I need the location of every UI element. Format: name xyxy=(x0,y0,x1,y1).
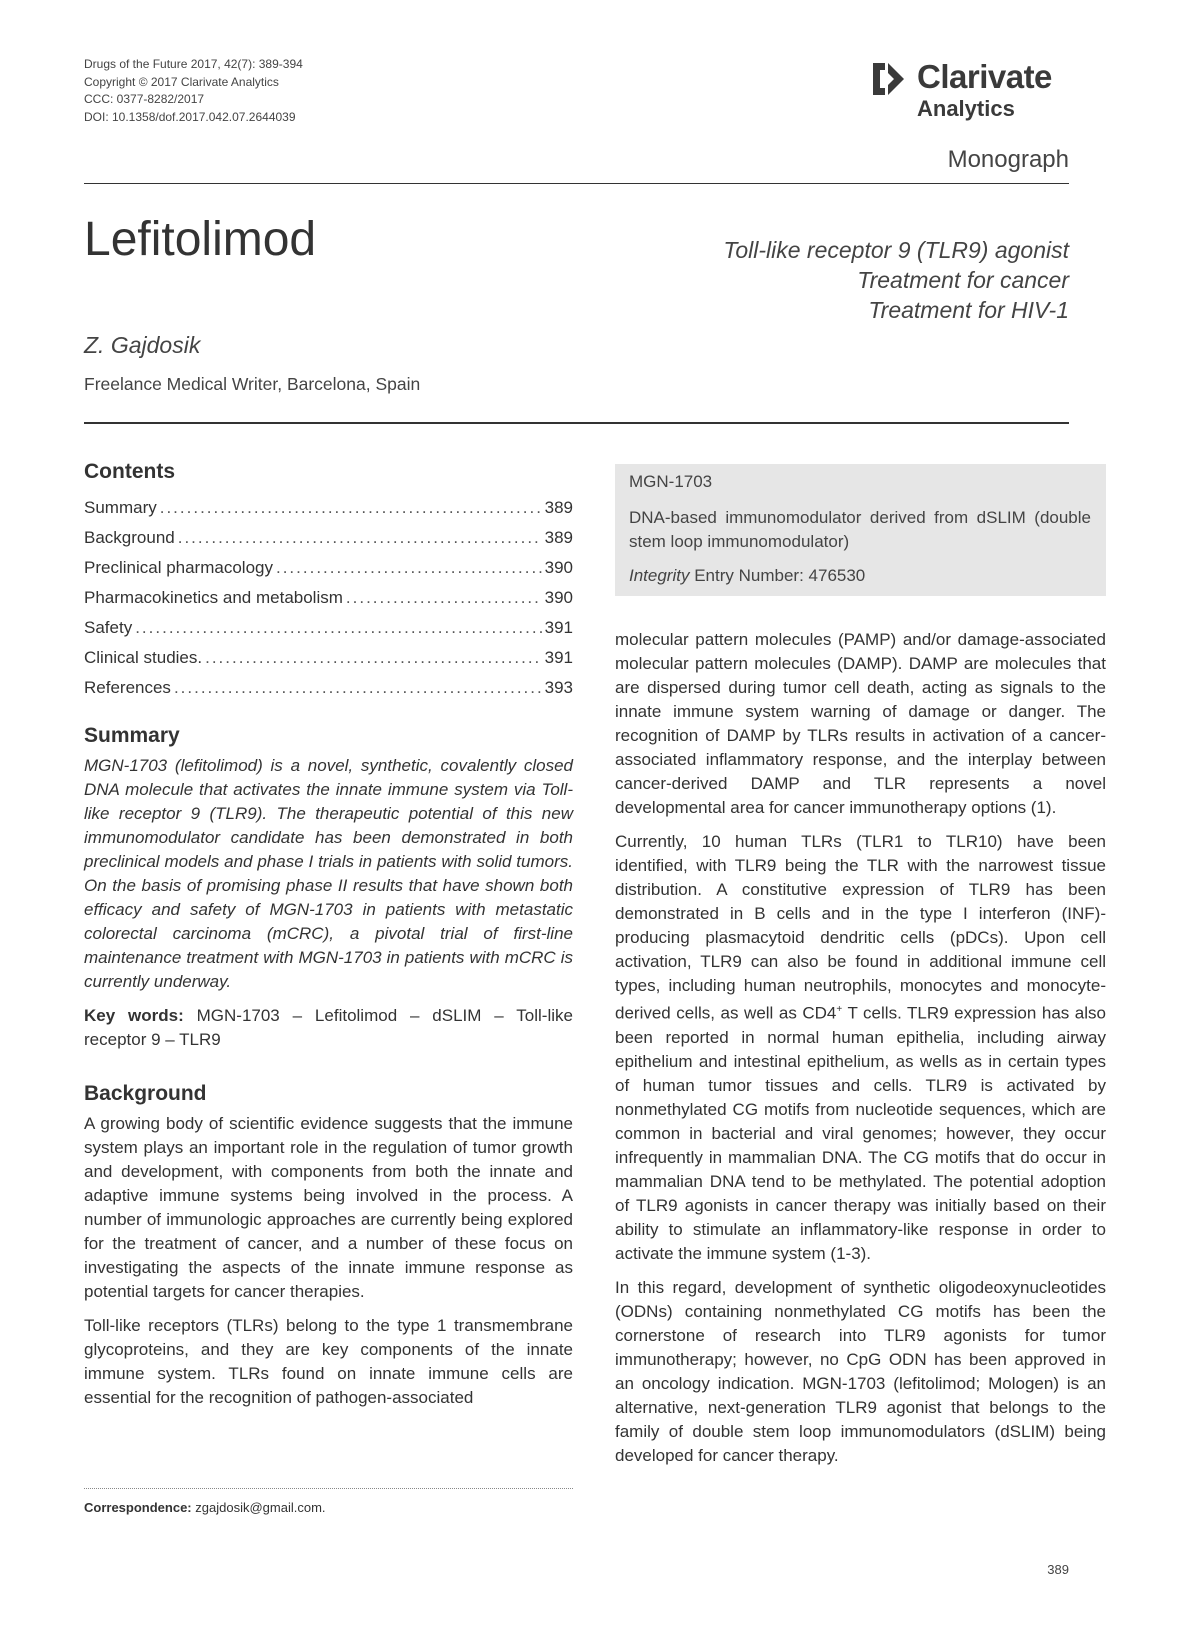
toc-item[interactable]: References ..... 393 xyxy=(84,678,573,708)
header-divider xyxy=(84,183,1069,184)
author-affiliation: Freelance Medical Writer, Barcelona, Spain xyxy=(84,374,421,394)
footnote-divider xyxy=(84,1488,573,1489)
background-heading: Background xyxy=(84,1082,207,1105)
subtitle-line: Toll-like receptor 9 (TLR9) agonist xyxy=(723,237,1069,263)
citation-block xyxy=(84,56,303,126)
page-number: 389 xyxy=(1047,1562,1069,1577)
doi-line: DOI: 10.1358/dof.2017.042.07.2644039 xyxy=(84,109,296,124)
logo-text-clarivate: Clarivate xyxy=(917,58,1052,95)
correspondence-label: Correspondence: xyxy=(84,1500,192,1515)
toc-item[interactable]: Summary ..... 389 xyxy=(84,498,573,528)
correspondence xyxy=(84,1500,326,1515)
toc-item[interactable]: Background ..... 389 xyxy=(84,528,573,558)
body-paragraph: Currently, 10 human TLRs (TLR1 to TLR10) have been identified, with TLR9 being the TLR with the narrowest tissue distribution. A constitutive expression of TLR9 has been demonstrated in B cells and in the type I interferon (INF)-producing plasmacytoid dendritic cells (pDCs). Upon cell activation, TLR9 can also be found in additional immune cell types, including human neutrophils, monocytes and monocyte-derived cells, as well as CD4+ T cells. TLR9 expression has also been reported in normal human epithelia, including airway epithelium and intestinal epithelium, as wells as in certain types of human tumor tissues and cells. TLR9 is activated by nonmethylated CG motifs from nucleotide sequences, which are common in bacterial and viral genomes; however, they occur infrequently in mammalian DNA. The CG motifs that do occur in mammalian DNA tend to be methylated. The potential adoption of TLR9 agonists in cancer therapy was initially based on their ability to stimulate an inflammatory-like response in order to activate the immune system (1-3). xyxy=(615,832,1106,1263)
subtitle-line: Treatment for HIV-1 xyxy=(868,297,1069,323)
toc-item[interactable]: Clinical studies. ..... 391 xyxy=(84,648,573,678)
toc-item[interactable]: Preclinical pharmacology ..... 390 xyxy=(84,558,573,588)
title-divider xyxy=(84,422,1069,424)
entry-number: Entry Number: 476530 xyxy=(694,566,866,585)
compound-code: MGN-1703 xyxy=(629,472,713,491)
compound-info-box xyxy=(615,464,1106,596)
body-paragraph: In this regard, development of synthetic oligodeoxynucleotides (ODNs) containing nonmethylated CG motifs has been the cornerstone of research into TLR9 agonists for tumor immunotherapy; however, no CpG ODN has been approved in an oncology indication. MGN-1703 (lefitolimod; Mologen) is an alternative, next-generation TLR9 agonist that belongs to the family of double stem loop immunomodulators (dSLIM) being developed for cancer therapy. xyxy=(615,1277,1106,1465)
logo-text-analytics: Analytics xyxy=(917,96,1015,121)
author-name: Z. Gajdosik xyxy=(84,332,201,358)
copyright-line: Copyright © 2017 Clarivate Analytics xyxy=(84,74,279,89)
keywords-text: MGN-1703 – Lefitolimod – dSLIM – Toll-like receptor 9 – TLR9 xyxy=(84,1006,573,1049)
left-column xyxy=(84,460,573,1410)
table-of-contents xyxy=(84,498,573,708)
ccc-line: CCC: 0377-8282/2017 xyxy=(84,92,205,106)
body-paragraph: molecular pattern molecules (PAMP) and/or damage-associated molecular pattern molecules (DAMP). DAMP are molecules that are dispersed during tumor cell death, acting as signals to the innate immune system warning of damage or danger. The recognition of DAMP by TLRs results in activation of a cancer-associated inflammatory response, and the interplay between cancer-derived DAMP and TLR represents a novel developmental area for cancer immunotherapy options (1). xyxy=(615,630,1106,817)
summary-heading: Summary xyxy=(84,724,180,747)
clarivate-logo-icon xyxy=(869,60,907,98)
publisher-logo xyxy=(869,58,1069,122)
toc-item[interactable]: Pharmacokinetics and metabolism ..... 390 xyxy=(84,588,573,618)
article-subtitle xyxy=(723,235,1069,325)
right-column xyxy=(615,628,1106,1468)
summary-text: MGN-1703 (lefitolimod) is a novel, synthetic, covalently closed DNA molecule that activates the innate immune system via Toll-like receptor 9 (TLR9). The therapeutic potential of this new immunomodulator candidate has been demonstrated in both preclinical models and phase I trials in patients with solid tumors. On the basis of promising phase II results that have shown both efficacy and safety of MGN-1703 in patients with metastatic colorectal carcinoma (mCRC), a pivotal trial of first-line maintenance treatment with MGN-1703 in patients with mCRC is currently underway. xyxy=(84,756,573,991)
subtitle-line: Treatment for cancer xyxy=(857,267,1069,293)
article-title: Lefitolimod xyxy=(84,213,317,266)
background-paragraph: A growing body of scientific evidence suggests that the immune system plays an important role in the regulation of tumor growth and development, with components from both the innate and adaptive immune systems being involved in the process. A number of immunologic approaches are currently being explored for the treatment of cancer, and a number of these focus on investigating the aspects of the innate immune response as potential targets for cancer therapies. xyxy=(84,1114,573,1301)
keywords-label: Key words: xyxy=(84,1006,184,1025)
background-paragraph: Toll-like receptors (TLRs) belong to the type 1 transmembrane glycoproteins, and they are key components of the innate immune system. TLRs found on innate immune cells are essential for the recognition of pathogen-associated xyxy=(84,1316,573,1407)
correspondence-email[interactable]: zgajdosik@gmail.com. xyxy=(195,1500,326,1515)
contents-heading: Contents xyxy=(84,460,175,483)
toc-item[interactable]: Safety ..... 391 xyxy=(84,618,573,648)
article-type: Monograph xyxy=(947,146,1069,173)
keywords xyxy=(84,1004,573,1052)
compound-description: DNA-based immunomodulator derived from dSLIM (double stem loop immunomodulator) xyxy=(629,508,1091,551)
journal-citation: Drugs of the Future 2017, 42(7): 389-394 xyxy=(84,57,303,71)
integrity-label: Integrity xyxy=(629,566,690,585)
integrity-entry xyxy=(629,566,865,586)
